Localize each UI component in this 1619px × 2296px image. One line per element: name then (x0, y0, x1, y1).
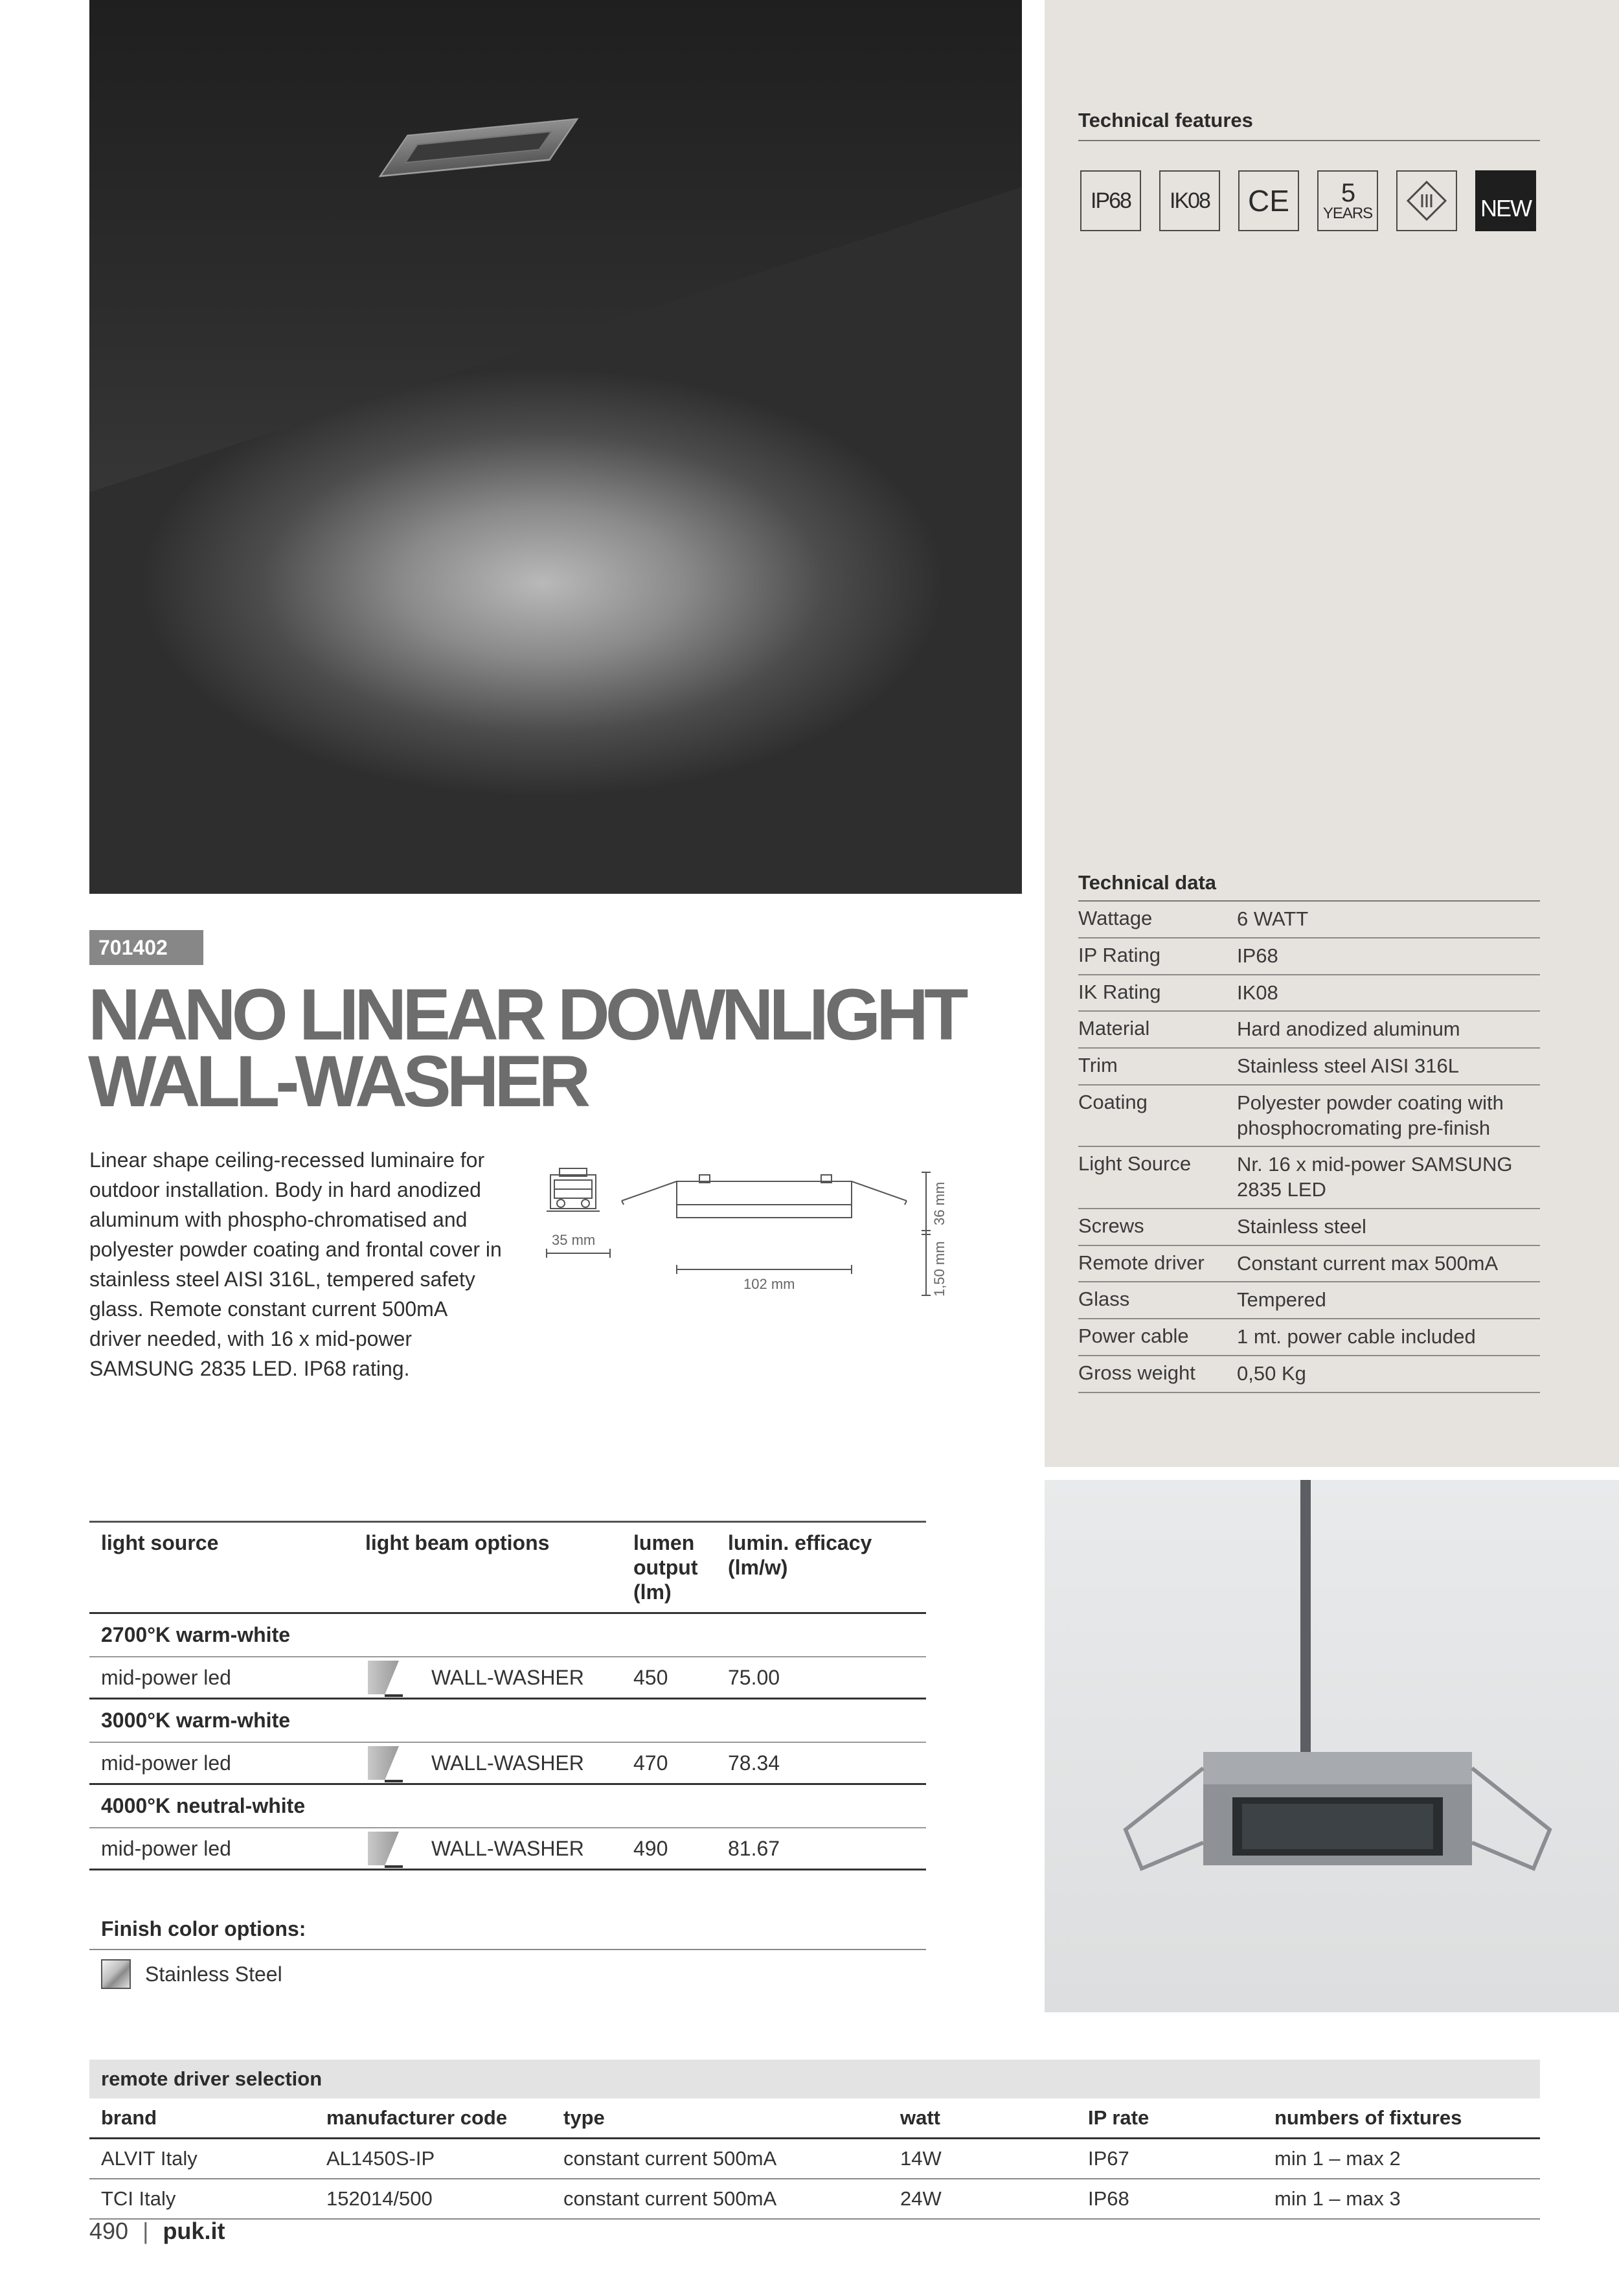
page-footer: 490 | puk.it (89, 2218, 225, 2244)
ce-mark-icon: CE (1238, 170, 1299, 231)
dim-150mm-label: 1,50 mm (931, 1241, 947, 1297)
driver-table-header: brand manufacturer code type watt IP rate numbers of fixtures (89, 2098, 1540, 2139)
tech-row: IK Rating IK08 (1078, 975, 1540, 1012)
tech-row: Gross weight 0,50 Kg (1078, 1356, 1540, 1393)
tech-row: Material Hard anodized aluminum (1078, 1012, 1540, 1049)
driver-table-title: remote driver selection (89, 2060, 1540, 2098)
ip68-badge-icon: IP68 (1080, 170, 1141, 231)
ik08-badge-icon: IK08 (1159, 170, 1220, 231)
dim-35mm-label: 35 mm (552, 1232, 596, 1248)
color-temp-group: 4000°K neutral-white (89, 1785, 926, 1828)
technical-features-title: Technical features (1078, 109, 1253, 131)
product-description: Linear shape ceiling-recessed luminaire for outdoor installation. Body in hard anodized aluminum with phospho-chromatised and polyester powder coating and frontal cover in stainless steel AISI 316L, tempered safety glass. Remote constant current 500mA driver needed, with 16 x mid-power SAMSUNG 2835 LED. IP68 rating. (89, 1148, 502, 1380)
color-temp-group: 3000°K warm-white (89, 1699, 926, 1743)
ceiling-surface (89, 0, 1022, 492)
tech-row: IP Rating IP68 (1078, 938, 1540, 975)
product-ambient-photo (89, 0, 1022, 894)
product-title: NANO LINEAR DOWNLIGHT WALL-WASHER (88, 974, 964, 1122)
color-temp-group: 2700°K warm-white (89, 1614, 926, 1657)
dim-102mm-label: 102 mm (743, 1276, 795, 1292)
light-row: mid-power led WALL-WASHER 490 81.67 (89, 1828, 926, 1870)
five-years-warranty-icon: 5 YEARS (1317, 170, 1378, 231)
tech-row: Power cable 1 mt. power cable included (1078, 1319, 1540, 1356)
light-row: mid-power led WALL-WASHER 470 78.34 (89, 1743, 926, 1785)
tech-row: Trim Stainless steel AISI 316L (1078, 1049, 1540, 1085)
finish-option: Stainless Steel (89, 1950, 926, 1998)
tech-row: Light Source Nr. 16 x mid-power SAMSUNG 2835 LED (1078, 1147, 1540, 1209)
technical-features-rule (1078, 140, 1540, 141)
dimension-drawing (538, 1166, 978, 1315)
product-code-badge: 701402 (89, 930, 203, 965)
stainless-steel-swatch (101, 1959, 131, 1989)
technical-data-table (1078, 900, 1540, 1393)
wall-washer-beam-icon (365, 1744, 403, 1782)
tech-row: Glass Tempered (1078, 1282, 1540, 1319)
tech-row: Screws Stainless steel (1078, 1209, 1540, 1246)
remote-driver-table (89, 2060, 1540, 2220)
light-table-header: light source light beam options lumen output (lm) lumin. efficacy (lm/w) (89, 1521, 926, 1614)
tech-row: Coating Polyester powder coating with phosphocromating pre-finish (1078, 1085, 1540, 1148)
finish-options (89, 1917, 926, 1998)
tech-row: Remote driver Constant current max 500mA (1078, 1246, 1540, 1283)
dim-36mm-label: 36 mm (931, 1181, 947, 1225)
tech-row: Wattage 6 WATT (1078, 902, 1540, 938)
wall-washer-beam-icon (365, 1829, 403, 1868)
class-iii-safety-icon (1396, 170, 1457, 231)
page-number: 490 (89, 2218, 129, 2244)
product-fixture-photo (1045, 1480, 1619, 2012)
light-source-table (89, 1521, 926, 1870)
light-row: mid-power led WALL-WASHER 450 75.00 (89, 1657, 926, 1699)
site-link[interactable]: puk.it (163, 2218, 225, 2244)
driver-row: TCI Italy 152014/500 constant current 500mA 24W IP68 min 1 – max 3 (89, 2179, 1540, 2220)
technical-data-title: Technical data (1078, 871, 1217, 894)
wall-washer-beam-icon (365, 1658, 403, 1697)
driver-row: ALVIT Italy AL1450S-IP constant current 500mA 14W IP67 min 1 – max 2 (89, 2139, 1540, 2179)
new-badge: NEW (1475, 170, 1536, 231)
finish-title: Finish color options: (89, 1917, 926, 1950)
